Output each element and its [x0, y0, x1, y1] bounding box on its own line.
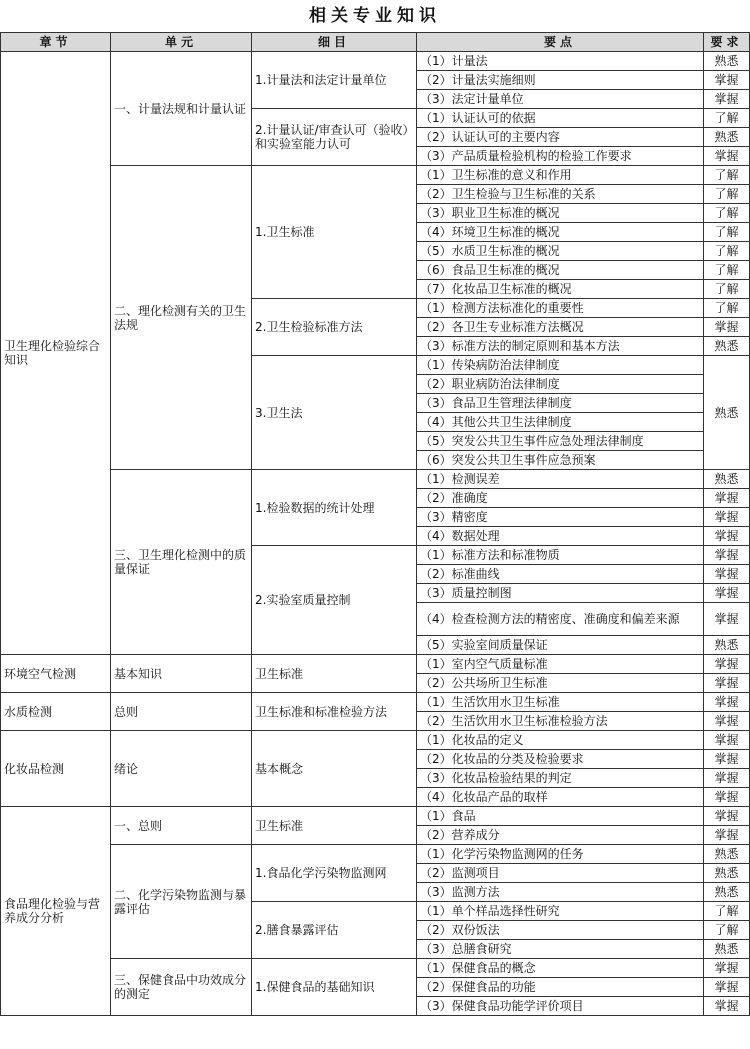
requirement-cell: 熟悉: [704, 940, 750, 959]
unit-cell: 总则: [111, 693, 252, 731]
detail-cell: 2.实验室质量控制: [252, 546, 417, 655]
point-cell: （3）法定计量单位: [417, 90, 704, 109]
knowledge-table: [0, 32, 750, 1016]
table-body: [1, 52, 750, 1016]
detail-cell: 2.膳食暴露评估: [252, 902, 417, 959]
unit-cell: 一、计量法规和计量认证: [111, 52, 252, 166]
chapter-cell: 水质检测: [1, 693, 111, 731]
requirement-cell: 了解: [704, 185, 750, 204]
point-cell: （2）保健食品的功能: [417, 978, 704, 997]
requirement-cell: 掌握: [704, 508, 750, 527]
point-cell: （2）各卫生专业标准方法概况: [417, 318, 704, 337]
point-cell: （2）职业病防治法律制度: [417, 375, 704, 394]
detail-cell: 卫生标准: [252, 807, 417, 845]
point-cell: （4）化妆品产品的取样: [417, 788, 704, 807]
requirement-cell: 掌握: [704, 788, 750, 807]
requirement-cell: 掌握: [704, 731, 750, 750]
requirement-cell: 掌握: [704, 769, 750, 788]
unit-cell: 绪论: [111, 731, 252, 807]
detail-cell: 2.计量认证/审查认可（验收）和实验室能力认可: [252, 109, 417, 166]
table-row: [1, 845, 750, 864]
header-point: 要点: [417, 33, 704, 52]
point-cell: （2）准确度: [417, 489, 704, 508]
requirement-cell: 了解: [704, 921, 750, 940]
point-cell: （2）认证认可的主要内容: [417, 128, 704, 147]
point-cell: （1）食品: [417, 807, 704, 826]
detail-cell: 3.卫生法: [252, 356, 417, 470]
chapter-cell: 环境空气检测: [1, 655, 111, 693]
requirement-cell: 掌握: [704, 318, 750, 337]
table-row: [1, 166, 750, 185]
requirement-cell: 了解: [704, 902, 750, 921]
requirement-cell: 了解: [704, 261, 750, 280]
point-cell: （3）质量控制图: [417, 584, 704, 603]
requirement-cell: 掌握: [704, 750, 750, 769]
detail-cell: 卫生标准和标准检验方法: [252, 693, 417, 731]
header-row: [1, 33, 750, 52]
unit-cell: 三、卫生理化检测中的质量保证: [111, 470, 252, 655]
point-cell: （4）其他公共卫生法律制度: [417, 413, 704, 432]
unit-cell: 二、理化检测有关的卫生法规: [111, 166, 252, 470]
table-row: [1, 655, 750, 674]
point-cell: （5）水质卫生标准的概况: [417, 242, 704, 261]
point-cell: （3）总膳食研究: [417, 940, 704, 959]
requirement-cell: 掌握: [704, 565, 750, 584]
header-requirement: 要求: [704, 33, 750, 52]
header-detail: 细目: [252, 33, 417, 52]
requirement-cell: 熟悉: [704, 52, 750, 71]
point-cell: （5）实验室间质量保证: [417, 636, 704, 655]
point-cell: （1）化妆品的定义: [417, 731, 704, 750]
requirement-cell: 掌握: [704, 959, 750, 978]
requirement-cell: 掌握: [704, 584, 750, 603]
requirement-cell: 掌握: [704, 546, 750, 565]
point-cell: （1）生活饮用水卫生标准: [417, 693, 704, 712]
requirement-cell: 掌握: [704, 712, 750, 731]
point-cell: （6）食品卫生标准的概况: [417, 261, 704, 280]
requirement-cell: 熟悉: [704, 128, 750, 147]
table-row: [1, 693, 750, 712]
point-cell: （3）精密度: [417, 508, 704, 527]
point-cell: （2）计量法实施细则: [417, 71, 704, 90]
point-cell: （1）认证认可的依据: [417, 109, 704, 128]
point-cell: （3）职业卫生标准的概况: [417, 204, 704, 223]
point-cell: （7）化妆品卫生标准的概况: [417, 280, 704, 299]
requirement-cell: 掌握: [704, 489, 750, 508]
point-cell: （2）标准曲线: [417, 565, 704, 584]
unit-cell: 一、总则: [111, 807, 252, 845]
table-row: [1, 807, 750, 826]
point-cell: （1）室内空气质量标准: [417, 655, 704, 674]
point-cell: （3）产品质量检验机构的检验工作要求: [417, 147, 704, 166]
point-cell: （1）传染病防治法律制度: [417, 356, 704, 375]
detail-cell: 2.卫生检验标准方法: [252, 299, 417, 356]
detail-cell: 1.保健食品的基础知识: [252, 959, 417, 1016]
requirement-cell: 熟悉: [704, 337, 750, 356]
unit-cell: 二、化学污染物监测与暴露评估: [111, 845, 252, 959]
point-cell: （3）标准方法的制定原则和基本方法: [417, 337, 704, 356]
point-cell: （5）突发公共卫生事件应急处理法律制度: [417, 432, 704, 451]
point-cell: （1）检测误差: [417, 470, 704, 489]
point-cell: （2）公共场所卫生标准: [417, 674, 704, 693]
requirement-cell: 掌握: [704, 997, 750, 1016]
point-cell: （1）卫生标准的意义和作用: [417, 166, 704, 185]
requirement-cell: 掌握: [704, 90, 750, 109]
requirement-cell: 了解: [704, 109, 750, 128]
table-row: [1, 731, 750, 750]
point-cell: （2）卫生检验与卫生标准的关系: [417, 185, 704, 204]
chapter-cell: 卫生理化检验综合知识: [1, 52, 111, 655]
requirement-cell: 掌握: [704, 147, 750, 166]
requirement-cell: 掌握: [704, 693, 750, 712]
detail-cell: 1.卫生标准: [252, 166, 417, 299]
detail-cell: 卫生标准: [252, 655, 417, 693]
point-cell: （1）保健食品的概念: [417, 959, 704, 978]
chapter-cell: 化妆品检测: [1, 731, 111, 807]
chapter-cell: 食品理化检验与营养成分分析: [1, 807, 111, 1016]
point-cell: （1）标准方法和标准物质: [417, 546, 704, 565]
header-unit: 单元: [111, 33, 252, 52]
point-cell: （1）化学污染物监测网的任务: [417, 845, 704, 864]
requirement-cell: 掌握: [704, 674, 750, 693]
point-cell: （2）双份饭法: [417, 921, 704, 940]
requirement-cell: 掌握: [704, 655, 750, 674]
point-cell: （3）保健食品功能学评价项目: [417, 997, 704, 1016]
requirement-cell: 掌握: [704, 807, 750, 826]
requirement-cell: 熟悉: [704, 864, 750, 883]
requirement-cell: 掌握: [704, 826, 750, 845]
point-cell: （4）数据处理: [417, 527, 704, 546]
requirement-cell: 掌握: [704, 603, 750, 636]
requirement-cell: 掌握: [704, 978, 750, 997]
point-cell: （6）突发公共卫生事件应急预案: [417, 451, 704, 470]
table-row: [1, 959, 750, 978]
point-cell: （2）化妆品的分类及检验要求: [417, 750, 704, 769]
point-cell: （1）检测方法标准化的重要性: [417, 299, 704, 318]
detail-cell: 1.检验数据的统计处理: [252, 470, 417, 546]
point-cell: （3）监测方法: [417, 883, 704, 902]
point-cell: （3）化妆品检验结果的判定: [417, 769, 704, 788]
detail-cell: 1.计量法和法定计量单位: [252, 52, 417, 109]
header-chapter: 章节: [1, 33, 111, 52]
point-cell: （4）环境卫生标准的概况: [417, 223, 704, 242]
requirement-cell: 了解: [704, 166, 750, 185]
requirement-cell: 了解: [704, 204, 750, 223]
detail-cell: 1.食品化学污染物监测网: [252, 845, 417, 902]
requirement-cell: 了解: [704, 299, 750, 318]
requirement-cell: 了解: [704, 242, 750, 261]
table-row: [1, 470, 750, 489]
point-cell: （2）监测项目: [417, 864, 704, 883]
point-cell: （3）食品卫生管理法律制度: [417, 394, 704, 413]
requirement-cell: 掌握: [704, 71, 750, 90]
page-title: 相关专业知识: [309, 6, 441, 26]
unit-cell: 基本知识: [111, 655, 252, 693]
requirement-cell: 了解: [704, 280, 750, 299]
point-cell: （1）计量法: [417, 52, 704, 71]
requirement-cell: 了解: [704, 223, 750, 242]
requirement-cell: 熟悉: [704, 470, 750, 489]
requirement-cell: 熟悉: [704, 883, 750, 902]
requirement-cell: 掌握: [704, 527, 750, 546]
detail-cell: 基本概念: [252, 731, 417, 807]
requirement-cell: 熟悉: [704, 636, 750, 655]
point-cell: （4）检查检测方法的精密度、准确度和偏差来源: [417, 603, 704, 636]
point-cell: （2）生活饮用水卫生标准检验方法: [417, 712, 704, 731]
requirement-cell: 熟悉: [704, 845, 750, 864]
unit-cell: 三、保健食品中功效成分的测定: [111, 959, 252, 1016]
requirement-cell: 熟悉: [704, 356, 750, 470]
table-row: [1, 52, 750, 71]
point-cell: （2）营养成分: [417, 826, 704, 845]
point-cell: （1）单个样品选择性研究: [417, 902, 704, 921]
